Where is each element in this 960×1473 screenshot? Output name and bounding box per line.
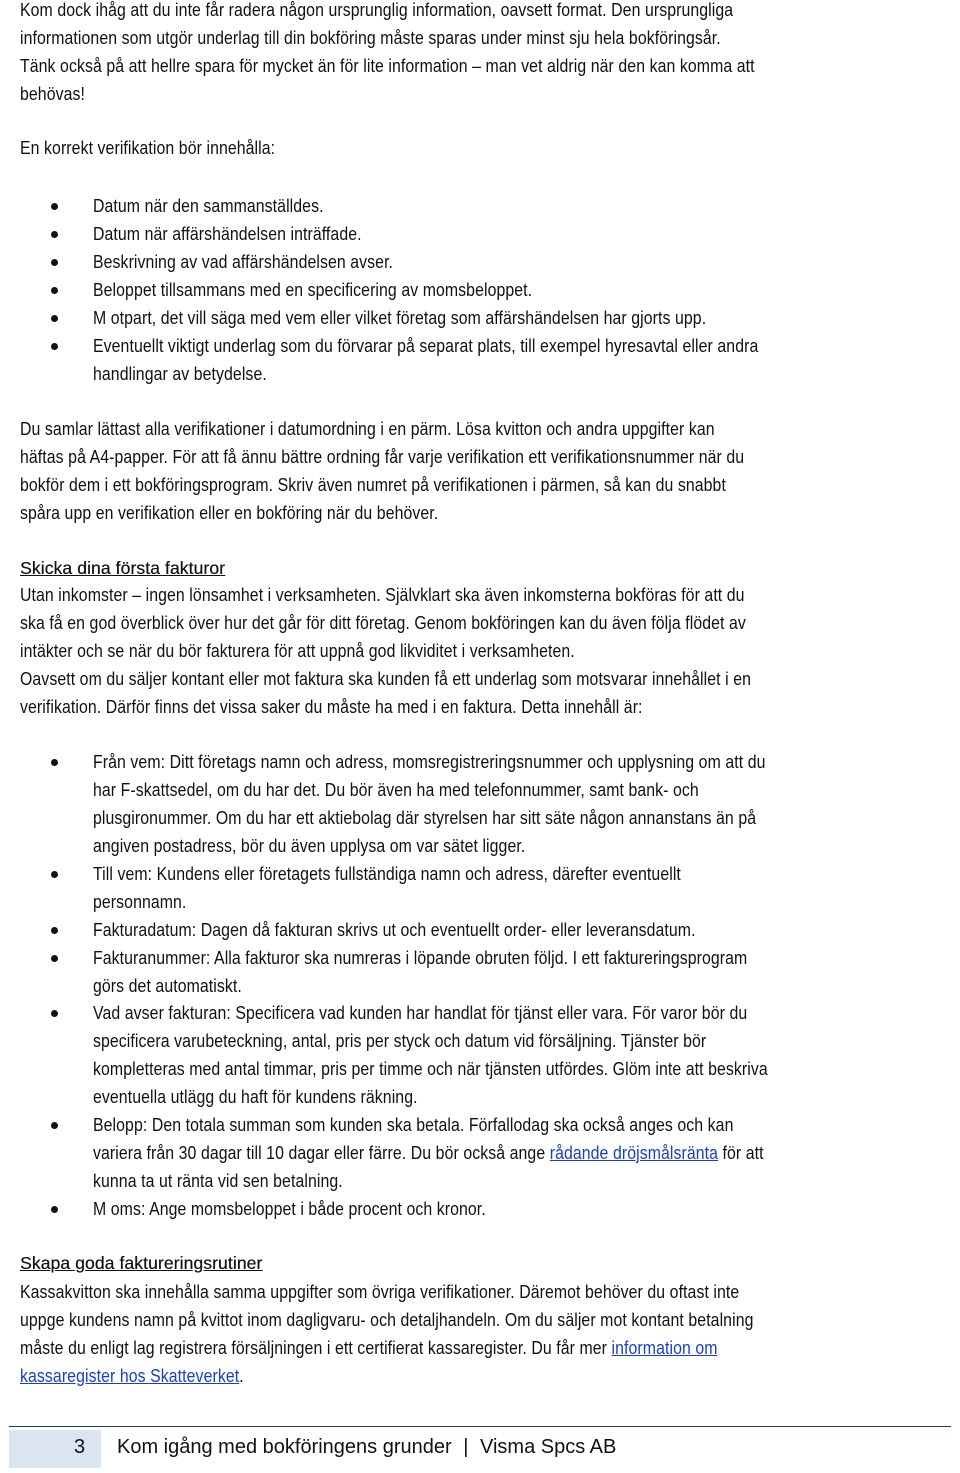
intro-paragraph [20,0,960,109]
bullet-icon [51,759,58,766]
verification-lead [20,135,960,163]
company-name: Visma Spcs AB [479,1436,617,1458]
bullet-icon [51,871,58,878]
footer-title [117,1436,616,1459]
bullet-icon [51,343,58,350]
filing-paragraph: Du samlar lättast alla verifikationer i datumordning i en pärm. Lösa kvitton och andra uppgifter kan häftas på A4-papper. För att få ännu bättre ordning får varje verifikation ett verifikationsnummer när du bokför dem i ett bokföringsprogram. Skriv även numret på verifikationen i pärmen, så kan du snabbt spåra upp en verifikation eller en bokföring när du behöver. [20,419,745,523]
page-number: 3 [74,1436,86,1458]
bullet-icon [51,927,58,934]
footer-rule [9,1426,951,1427]
late-interest-link[interactable]: rådande dröjsmålsränta [549,1142,719,1163]
section-heading-invoices: Skicka dina första fakturor [20,558,226,578]
footer-separator: | [463,1436,469,1458]
routines-paragraph: Kassakvitton ska innehålla samma uppgifter som övriga verifikationer. Däremot behöver du oftast inte uppge kundens namn på kvittot inom dagligvaru- och detaljhandeln. Om du säljer mot kontant betalning måste du enligt lag registrera försäljningen i ett certifierat kassaregister. Du får mer information om kassaregister hos Skatteverket. [20,1279,960,1391]
section-heading-routines: Skapa goda faktureringsrutiner [20,1253,263,1273]
routines-line-4: kassaregister hos Skatteverket. [20,1365,244,1386]
bullet-icon [51,315,58,322]
bullet-icon [51,259,58,266]
bullet-icon [51,1122,58,1129]
skatteverket-link[interactable]: kassaregister hos Skatteverket [20,1365,240,1386]
text-line: Tänk också på att hellre spara för mycket än för lite information – man vet aldrig när den kan komma att [20,55,755,76]
invoices-paragraph: Utan inkomster – ingen lönsamhet i verksamheten. Självklart ska även inkomsterna bokföras för att du ska få en god överblick över hur det går för ditt företag. Genom bokföringen kan du även följa flödet av intäkter och se när du bör fakturera för att uppnå god likviditet i verksamheten. Oavsett om du säljer kontant eller mot faktura ska kunden få ett underlag som motsvarar innehållet i en verifikation. Därför finns det vissa saker du måste ha med i en faktura. Detta innehåll är: [20,585,752,717]
lead-text: En korrekt verifikation bör innehålla: [20,138,276,158]
bullet-icon [51,955,58,962]
cash-register-info-link[interactable]: information om [611,1337,718,1358]
belopp-line-2: variera från 30 dagar till 10 dagar eller färre. Du bör också ange rådande dröjsmålsränta för att [93,1142,764,1163]
bullet-icon [51,287,58,294]
bullet-icon [51,203,58,210]
bullet-icon [51,231,58,238]
document-title: Kom igång med bokföringens grunder [117,1436,452,1458]
bullet-icon [51,1010,58,1017]
routines-line-3: måste du enligt lag registrera försäljningen i ett certifierat kassaregister. Du får mer information om [20,1337,718,1358]
text-line: behövas! [20,83,85,104]
text-line: Kom dock ihåg att du inte får radera någon ursprunglig information, oavsett format. Den ursprungliga [20,0,734,20]
text-line: informationen som utgör underlag till din bokföring måste sparas under minst sju hela bokföringsår. [20,27,721,48]
bullet-icon [51,1206,58,1213]
page-number-box [9,1430,101,1468]
